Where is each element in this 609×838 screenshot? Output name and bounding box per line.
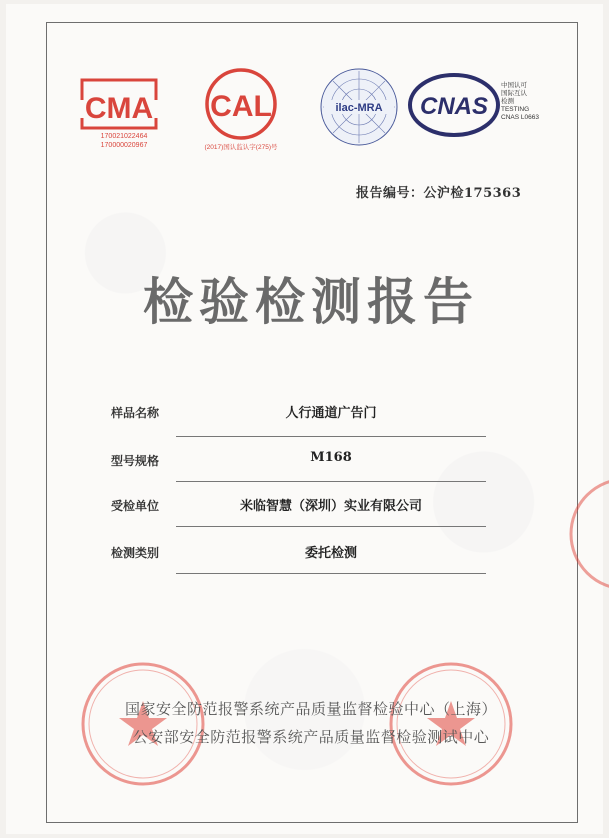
field-underline <box>176 526 486 527</box>
cma-numbers <box>84 132 164 150</box>
field-value-inspected-unit: 米临智慧（深圳）实业有限公司 <box>239 499 422 514</box>
red-seal-stamp <box>78 659 208 789</box>
cal-approval-number: (2017)国认监认字(275)号 <box>204 144 278 151</box>
cma-number-2: 170000020967 <box>100 142 148 149</box>
cnas-side-line: 检测 <box>501 98 514 105</box>
field-underline <box>176 436 486 437</box>
field-label-sample-name: 样品名称 <box>111 406 160 420</box>
field-label-inspected-unit: 受检单位 <box>111 499 160 513</box>
ilac-mra-logo <box>318 66 400 148</box>
cnas-side-line: 国际互认 <box>501 90 527 97</box>
field-value-model: M168 <box>310 450 352 465</box>
svg-text:ilac-MRA: ilac-MRA <box>335 102 383 114</box>
cnas-side-line: 中国认可 <box>501 82 527 89</box>
field-value-sample-name: 人行通道广告门 <box>285 406 377 421</box>
cnas-side-text <box>501 82 561 122</box>
field-value-test-category: 委托检测 <box>304 546 357 561</box>
cnas-side-line: CNAS L0663 <box>501 114 539 121</box>
field-underline <box>176 573 486 574</box>
cnas-side-line: TESTING <box>501 106 530 113</box>
svg-text:CMA: CMA <box>84 92 154 125</box>
field-label-model: 型号规格 <box>111 454 160 468</box>
field-underline <box>176 481 486 482</box>
cma-number-1: 170021022464 <box>100 133 148 140</box>
report-number: 报告编号：公沪检175363 <box>356 186 522 201</box>
organization-line-1: 国家安全防范报警系统产品质量监督检验中心（上海） <box>124 700 497 718</box>
field-label-test-category: 检测类别 <box>111 546 160 560</box>
svg-text:CAL: CAL <box>210 90 272 123</box>
red-seal-stamp <box>386 659 516 789</box>
report-title: 检验检测报告 <box>143 272 479 331</box>
svg-text:CNAS: CNAS <box>419 93 489 120</box>
certificate-sheet <box>6 4 603 834</box>
edge-seal-stamp <box>566 474 609 594</box>
organization-line-2: 公安部安全防范报警系统产品质量监督检验测试中心 <box>132 728 490 746</box>
